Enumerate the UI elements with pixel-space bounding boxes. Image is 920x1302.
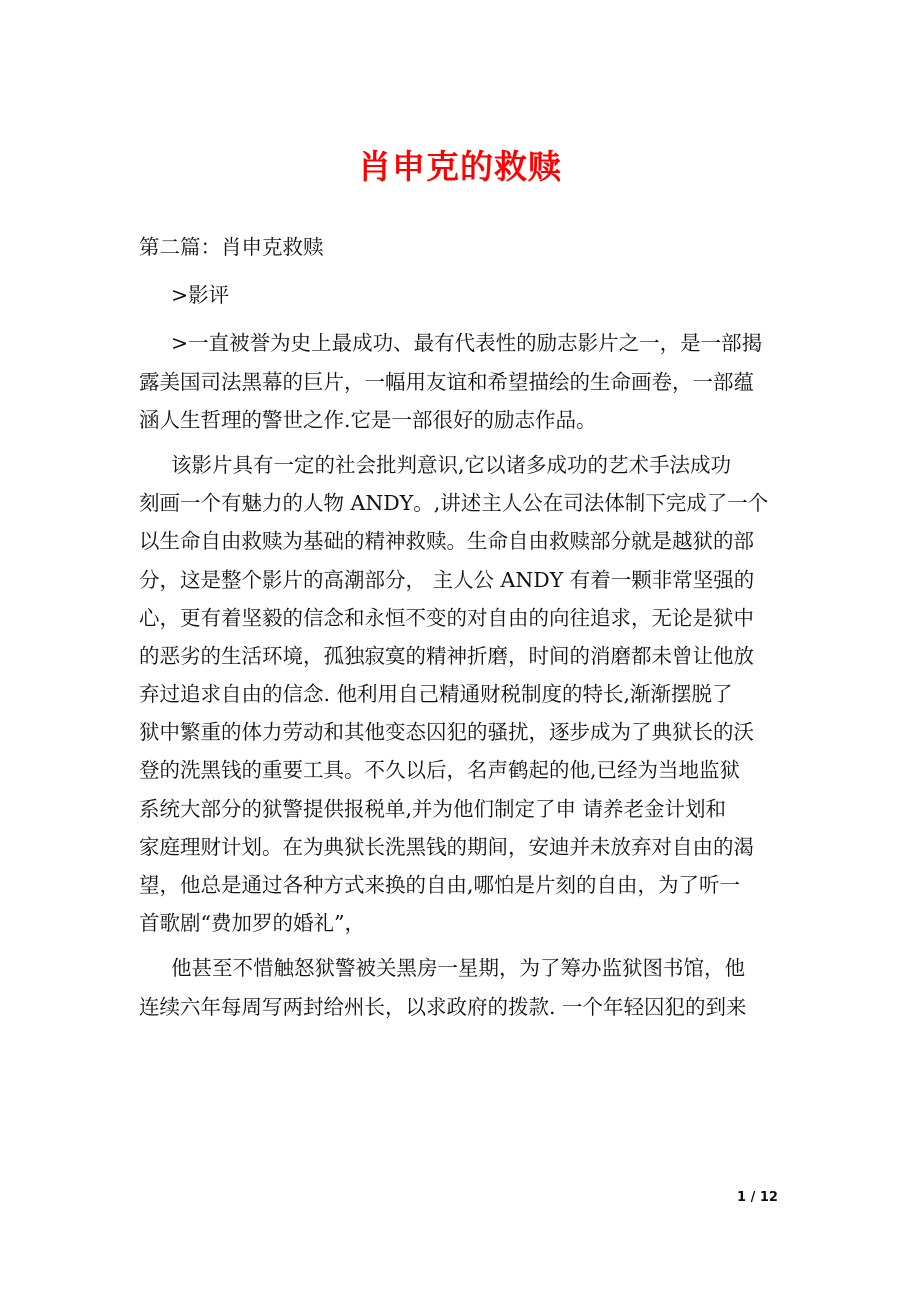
text-line: 他甚至不惜触怒狱警被关黑房一星期，为了筹办监狱图书馆，他 (171, 956, 745, 981)
paragraph-review-label (139, 276, 784, 314)
text-line: 露美国司法黑幕的巨片，一幅用友谊和希望描绘的生命画卷，一部蕴 (139, 369, 754, 394)
text-line: 望，他总是通过各种方式来换的自由,哪怕是片刻的自由，为了听一 (139, 873, 741, 897)
text-line: >影评 (171, 283, 230, 308)
text-line: 登的洗黑钱的重要工具。不久以后，名声鹤起的他,已经为当地监狱 (139, 758, 741, 783)
paragraph-analysis (139, 446, 784, 942)
text-line: 心，更有着坚毅的信念和永恒不变的对自由的向往追求，无论是狱中 (139, 605, 754, 630)
text-line: 系统大部分的狱警提供报税单,并为他们制定了申 请养老金计划和 (139, 796, 727, 821)
document-title: 肖申克的救赎 (358, 147, 562, 186)
text-line: 分，这是整个影片的高潮部分， 主人公 ANDY 有着一颗非常坚强的 (139, 567, 755, 592)
section-heading: 第二篇：肖申克救赎 (139, 235, 324, 259)
text-line: 首歌剧“费加罗的婚礼”， (139, 911, 365, 936)
text-line: 连续六年每周写两封给州长，以求政府的拨款. 一个年轻囚犯的到来 (139, 994, 747, 1019)
text-line: >一直被誉为史上最成功、最有代表性的励志影片之一，是一部揭 (171, 331, 763, 356)
text-line: 的恶劣的生活环境，孤独寂寞的精神折磨，时间的消磨都未曾让他放 (139, 643, 754, 668)
text-line: 家庭理财计划。在为典狱长洗黑钱的期间，安迪并未放弃对自由的渴 (139, 834, 754, 859)
text-line: 涵人生哲理的警世之作.它是一部很好的励志作品。 (139, 407, 597, 432)
text-line: 弃过追求自由的信念. 他利用自己精通财税制度的特长,渐渐摆脱了 (139, 682, 733, 707)
text-line: 该影片具有一定的社会批判意识,它以诸多成功的艺术手法成功 (171, 452, 732, 477)
document-body (139, 228, 784, 1026)
text-line: 以生命自由救赎为基础的精神救赎。生命自由救赎部分就是越狱的部 (139, 529, 754, 554)
text-line: 狱中繁重的体力劳动和其他变态囚犯的骚扰，逐步成为了典狱长的沃 (139, 720, 754, 745)
paragraph-continuation (139, 949, 784, 1025)
paragraph-intro (139, 324, 784, 439)
text-line: 刻画一个有魅力的人物 ANDY。,讲述主人公在司法体制下完成了一个 (139, 491, 769, 516)
page-number: 1 / 12 (737, 1190, 778, 1205)
